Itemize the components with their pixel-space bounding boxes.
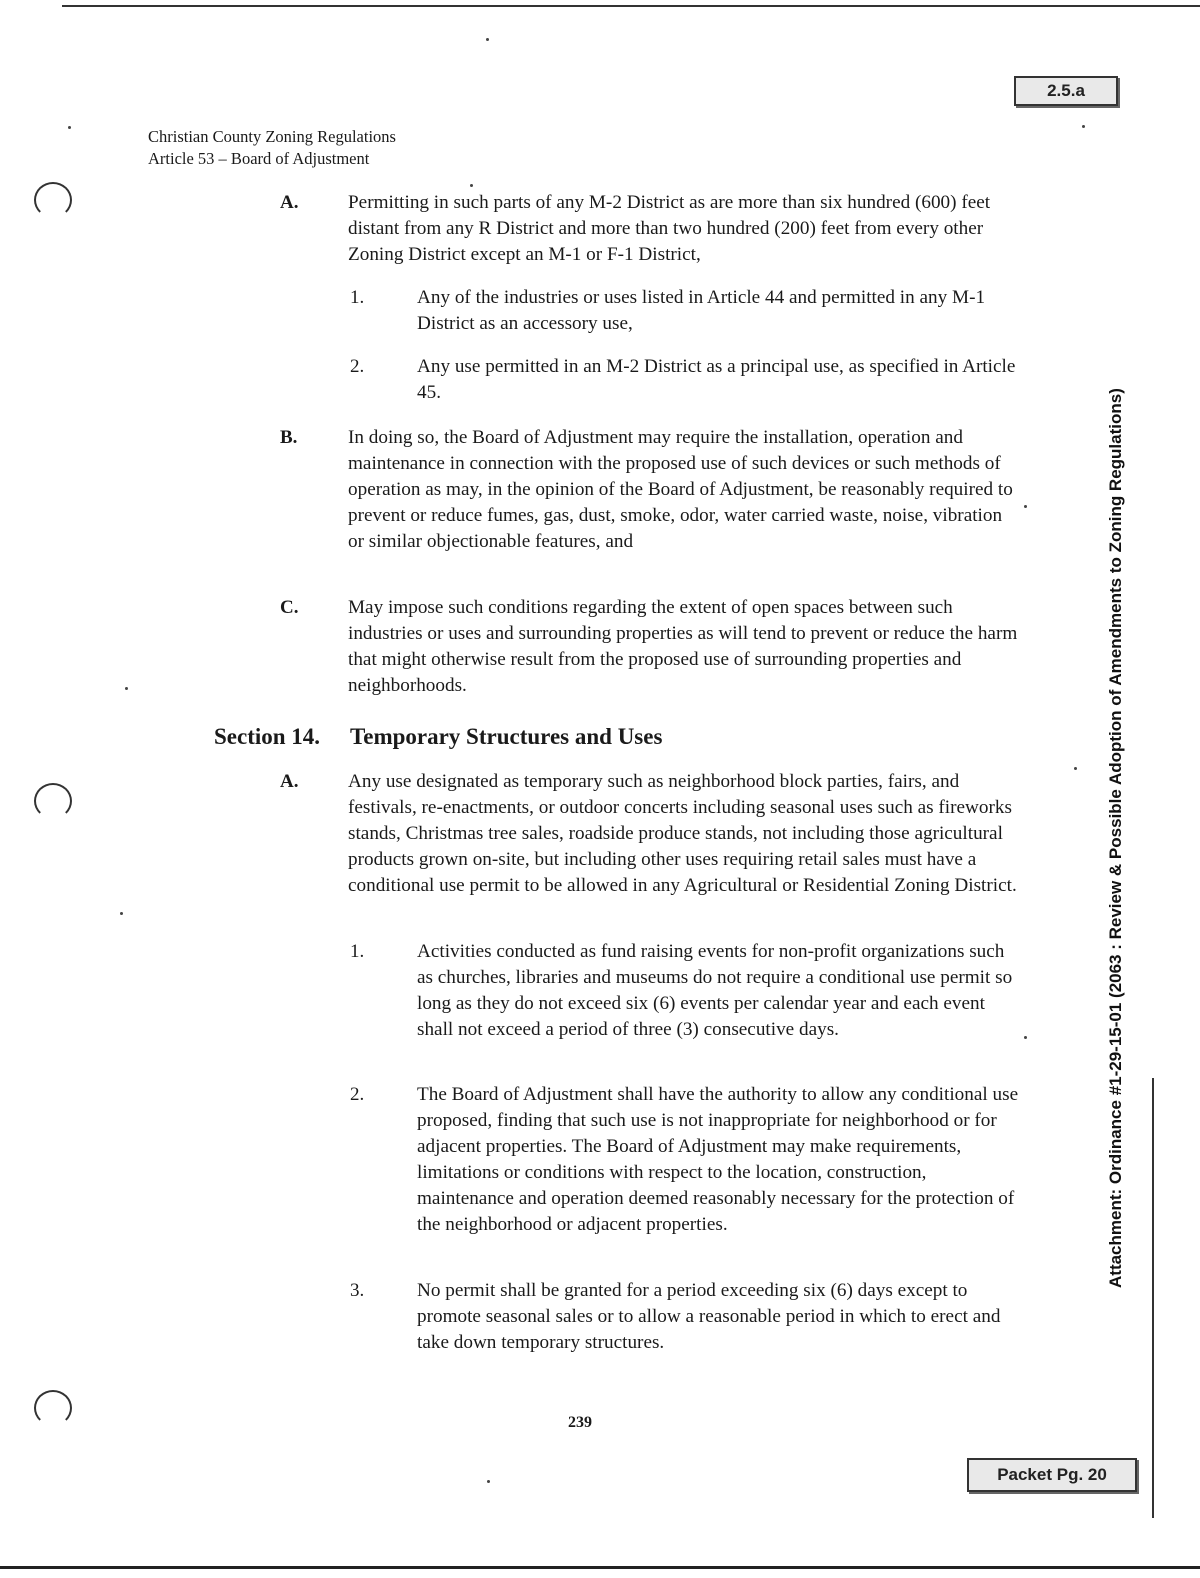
scan-speck (1082, 125, 1085, 128)
subitem-marker: 2. (350, 1084, 365, 1105)
top-scan-edge (62, 5, 1200, 7)
section14-subitem-1 (350, 939, 1020, 1043)
bottom-scan-edge (0, 1566, 1200, 1569)
hole-punch-icon (34, 783, 72, 819)
scan-speck (470, 184, 473, 187)
item-a-subitem-1 (350, 285, 1020, 337)
subitem-text: Any use permitted in an M-2 District as a principal use, as specified in Article 45. (417, 356, 1016, 403)
subitem-text: Any of the industries or uses listed in Article 44 and permitted in any M-1 District as an accessory use, (417, 287, 986, 334)
page-number: 239 (568, 1414, 592, 1431)
item-text: Permitting in such parts of any M-2 District as are more than six hundred (600) feet distant from any R District and more than two hundred (200) feet from every other Zoning District except an M-1 or F-1 District, (348, 192, 991, 265)
section-heading (214, 722, 662, 752)
scan-speck (120, 912, 123, 915)
agenda-item-stamp: 2.5.a (1014, 76, 1118, 106)
item-text: May impose such conditions regarding the extent of open spaces between such industries or uses and surrounding properties as will tend to prevent or reduce the harm that might otherwise result from the proposed use of surrounding properties and neighborhoods. (348, 597, 1018, 696)
header-article: Article 53 – Board of Adjustment (148, 149, 370, 168)
section14-subitem-2 (350, 1082, 1020, 1238)
item-c (280, 595, 1020, 699)
item-text: Any use designated as temporary such as neighborhood block parties, fairs, and festivals, re-enactments, or outdoor concerts including seasonal uses such as fireworks stands, Christmas tree sales, roadside produce stands, not including those agricultural products grown on-site, but including other uses requiring retail sales must have a conditional use permit to be allowed in any Agricultural or Residential Zoning District. (348, 771, 1017, 896)
scan-speck (1074, 767, 1077, 770)
item-b (280, 425, 1020, 555)
subitem-marker: 3. (350, 1280, 365, 1301)
header-title: Christian County Zoning Regulations (148, 127, 396, 146)
scan-speck (1024, 505, 1027, 508)
scan-speck (1024, 1036, 1027, 1039)
item-a (280, 190, 1020, 268)
document-header (148, 126, 396, 170)
item-marker: B. (280, 427, 298, 448)
hole-punch-icon (34, 182, 72, 218)
item-marker: C. (280, 597, 299, 618)
section14-item-a (280, 769, 1020, 899)
item-a-subitem-2 (350, 354, 1020, 406)
subitem-marker: 2. (350, 356, 365, 377)
scan-speck (486, 38, 489, 41)
packet-page-stamp: Packet Pg. 20 (967, 1458, 1137, 1492)
section14-subitem-3 (350, 1278, 1020, 1356)
subitem-text: Activities conducted as fund raising events for non-profit organizations such as churches, libraries and museums do not require a conditional use permit so long as they do not exceed six (6) events per calendar year and each event shall not exceed a period of three (3) consecutive days. (417, 941, 1013, 1040)
item-marker: A. (280, 771, 299, 792)
scan-speck (125, 687, 128, 690)
section-title: Temporary Structures and Uses (350, 724, 663, 749)
right-margin-line (1152, 1078, 1154, 1518)
attachment-label: Attachment: Ordinance #1-29-15-01 (2063 : Review & Possible Adoption of Amendments to Zoning Regulations) (1106, 388, 1125, 1288)
section-number: Section 14. (214, 724, 321, 749)
item-marker: A. (280, 192, 299, 213)
scan-speck (487, 1480, 490, 1483)
item-text: In doing so, the Board of Adjustment may require the installation, operation and maintenance in connection with the proposed use of such devices or such methods of operation as may, in the opinion of the Board of Adjustment, be reasonably required to prevent or reduce fumes, gas, dust, smoke, odor, water carried waste, noise, vibration or similar objectionable features, and (348, 427, 1013, 552)
hole-punch-icon (34, 1390, 72, 1426)
subitem-marker: 1. (350, 941, 365, 962)
subitem-text: No permit shall be granted for a period exceeding six (6) days except to promote seasonal sales or to allow a reasonable period in which to erect and take down temporary structures. (417, 1280, 1001, 1353)
subitem-marker: 1. (350, 287, 365, 308)
subitem-text: The Board of Adjustment shall have the authority to allow any conditional use proposed, finding that such use is not inappropriate for neighborhood or for adjacent properties. The Board of Adjustment may make requirements, limitations or conditions with respect to the location, construction, maintenance and operation deemed reasonably necessary for the protection of the neighborhood or adjacent properties. (417, 1084, 1019, 1235)
scan-speck (68, 126, 71, 129)
